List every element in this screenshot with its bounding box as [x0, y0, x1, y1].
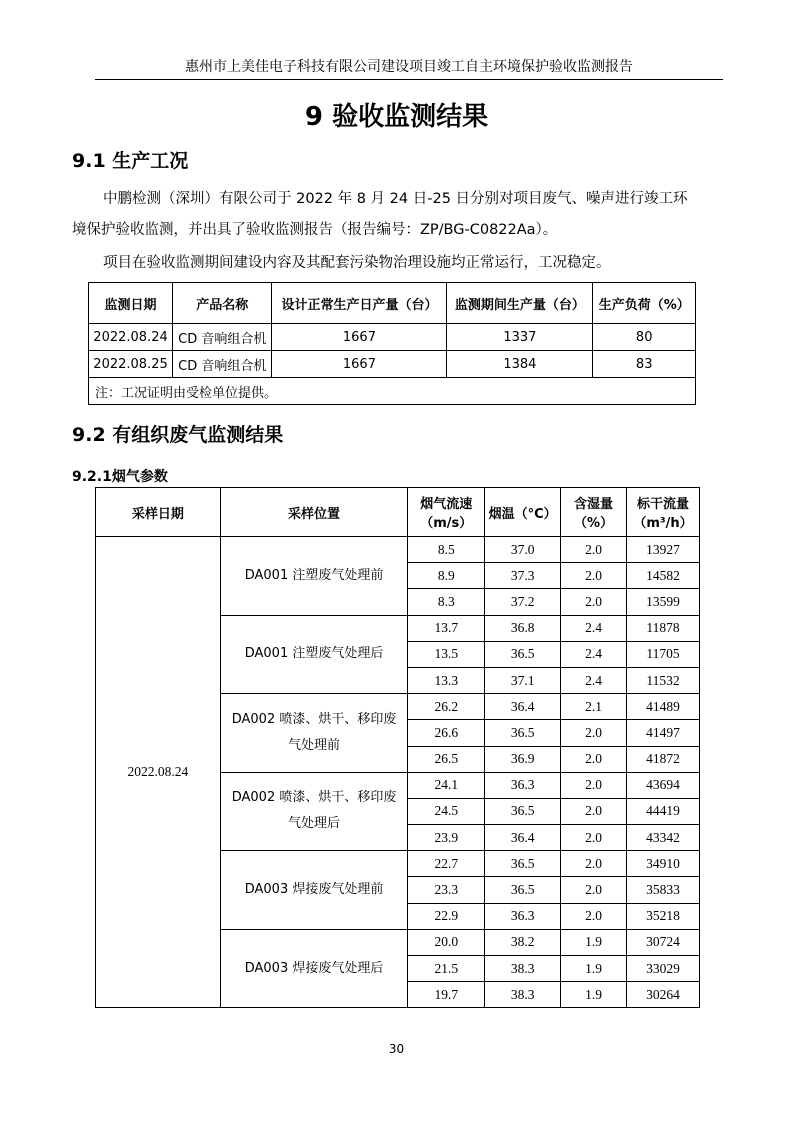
- flue-gas-table: [95, 487, 700, 1008]
- table-cell: 8.5: [408, 537, 485, 563]
- table-cell: 21.5: [408, 956, 485, 982]
- table-cell: 2.4: [561, 615, 627, 641]
- table-cell: 2.0: [561, 772, 627, 798]
- table-cell: 36.3: [485, 903, 561, 929]
- table-cell: 23.9: [408, 825, 485, 851]
- table-cell: 2.0: [561, 798, 627, 824]
- table-cell: 35218: [627, 903, 700, 929]
- column-header: 监测期间生产量（台）: [447, 283, 593, 324]
- running-header: 惠州市上美佳电子科技有限公司建设项目竣工自主环境保护验收监测报告: [95, 56, 723, 80]
- table-cell: 34910: [627, 851, 700, 877]
- chapter-title: 9 验收监测结果: [304, 102, 489, 132]
- sampling-location: DA001 注塑废气处理前: [220, 537, 408, 616]
- table-cell: 1667: [272, 324, 447, 351]
- table-cell: 13.7: [408, 615, 485, 641]
- table-cell: 37.3: [485, 563, 561, 589]
- table-cell: 36.5: [485, 851, 561, 877]
- table-cell: 36.4: [485, 694, 561, 720]
- table-cell: 1667: [272, 351, 447, 378]
- column-header: 采样日期: [96, 488, 221, 537]
- table-row: [89, 351, 696, 378]
- table-cell: 23.3: [408, 877, 485, 903]
- column-header: 烟温（°C）: [485, 488, 561, 537]
- table-cell: 2.0: [561, 825, 627, 851]
- table-cell: 8.9: [408, 563, 485, 589]
- table-cell: 22.9: [408, 903, 485, 929]
- table-cell: 13927: [627, 537, 700, 563]
- table-row: [96, 537, 700, 563]
- table-cell: 24.1: [408, 772, 485, 798]
- table-cell: 37.0: [485, 537, 561, 563]
- table-cell: 26.2: [408, 694, 485, 720]
- table-row: [89, 324, 696, 351]
- table-cell: CD 音响组合机: [173, 324, 272, 351]
- column-header: 生产负荷（%）: [593, 283, 696, 324]
- table-cell: 2.0: [561, 746, 627, 772]
- table-cell: 2.4: [561, 667, 627, 693]
- table-cell: 11532: [627, 667, 700, 693]
- page-number: 30: [388, 1042, 405, 1056]
- table-cell: 26.6: [408, 720, 485, 746]
- column-header: 标干流量（m³/h）: [627, 488, 700, 537]
- table-cell: 80: [593, 324, 696, 351]
- table-cell: 2022.08.25: [89, 351, 173, 378]
- section-heading-9-2: 9.2 有组织废气监测结果: [72, 424, 284, 446]
- table-cell: 19.7: [408, 982, 485, 1008]
- table-cell: 2022.08.24: [89, 324, 173, 351]
- table-cell: 37.1: [485, 667, 561, 693]
- column-header: 产品名称: [173, 283, 272, 324]
- table-cell: 2.4: [561, 641, 627, 667]
- table-cell: 11705: [627, 641, 700, 667]
- column-header: 采样位置: [220, 488, 408, 537]
- table-cell: 13.3: [408, 667, 485, 693]
- paragraph-2: 项目在验收监测期间建设内容及其配套污染物治理设施均正常运行，工况稳定。: [103, 255, 611, 271]
- table-cell: 36.3: [485, 772, 561, 798]
- table-cell: 2.0: [561, 851, 627, 877]
- table-cell: 2.0: [561, 537, 627, 563]
- table-cell: 30264: [627, 982, 700, 1008]
- table-cell: 2.0: [561, 877, 627, 903]
- table-cell: 30724: [627, 929, 700, 955]
- table-cell: 43342: [627, 825, 700, 851]
- table-cell: 41497: [627, 720, 700, 746]
- table-cell: 33029: [627, 956, 700, 982]
- subsection-heading: 9.2.1烟气参数: [72, 469, 168, 485]
- table-cell: 38.2: [485, 929, 561, 955]
- production-table: [88, 282, 696, 405]
- table-cell: 2.0: [561, 563, 627, 589]
- table-cell: 24.5: [408, 798, 485, 824]
- table-cell: 36.8: [485, 615, 561, 641]
- sampling-location: DA003 焊接废气处理前: [220, 851, 408, 930]
- table-cell: 2.0: [561, 720, 627, 746]
- table-cell: 38.3: [485, 982, 561, 1008]
- table-note: 注：工况证明由受检单位提供。: [89, 378, 696, 405]
- column-header: 监测日期: [89, 283, 173, 324]
- table-cell: 44419: [627, 798, 700, 824]
- paragraph-1b: 境保护验收监测，并出具了验收监测报告（报告编号：ZP/BG-C0822Aa）。: [72, 222, 558, 238]
- table-cell: 36.5: [485, 720, 561, 746]
- table-cell: 11878: [627, 615, 700, 641]
- table-cell: 37.2: [485, 589, 561, 615]
- table-cell: 41489: [627, 694, 700, 720]
- table-cell: 2.0: [561, 903, 627, 929]
- paragraph-1a: 中鹏检测（深圳）有限公司于 2022 年 8 月 24 日-25 日分别对项目废气、噪声进行竣工环: [103, 191, 688, 207]
- table-cell: 35833: [627, 877, 700, 903]
- column-header: 烟气流速（m/s）: [408, 488, 485, 537]
- table-cell: 43694: [627, 772, 700, 798]
- table-cell: 8.3: [408, 589, 485, 615]
- table-cell: 83: [593, 351, 696, 378]
- table-cell: 36.5: [485, 877, 561, 903]
- table-cell: CD 音响组合机: [173, 351, 272, 378]
- table-cell: 36.5: [485, 641, 561, 667]
- sampling-location: DA002 喷漆、烘干、移印废气处理后: [220, 772, 408, 851]
- table-cell: 1.9: [561, 982, 627, 1008]
- table-cell: 41872: [627, 746, 700, 772]
- table-cell: 13599: [627, 589, 700, 615]
- table-cell: 38.3: [485, 956, 561, 982]
- table-cell: 1384: [447, 351, 593, 378]
- table-cell: 22.7: [408, 851, 485, 877]
- table-cell: 26.5: [408, 746, 485, 772]
- table-cell: 36.4: [485, 825, 561, 851]
- table-cell: 14582: [627, 563, 700, 589]
- table-cell: 20.0: [408, 929, 485, 955]
- table-cell: 1.9: [561, 929, 627, 955]
- table-cell: 2.0: [561, 589, 627, 615]
- sampling-location: DA002 喷漆、烘干、移印废气处理前: [220, 694, 408, 773]
- table-cell: 1.9: [561, 956, 627, 982]
- sampling-location: DA001 注塑废气处理后: [220, 615, 408, 694]
- sampling-date: 2022.08.24: [96, 537, 221, 1008]
- table-cell: 2.1: [561, 694, 627, 720]
- table-cell: 1337: [447, 324, 593, 351]
- section-heading-9-1: 9.1 生产工况: [72, 150, 189, 172]
- table-cell: 36.9: [485, 746, 561, 772]
- sampling-location: DA003 焊接废气处理后: [220, 929, 408, 1008]
- table-cell: 13.5: [408, 641, 485, 667]
- column-header: 含湿量（%）: [561, 488, 627, 537]
- table-cell: 36.5: [485, 798, 561, 824]
- column-header: 设计正常生产日产量（台）: [272, 283, 447, 324]
